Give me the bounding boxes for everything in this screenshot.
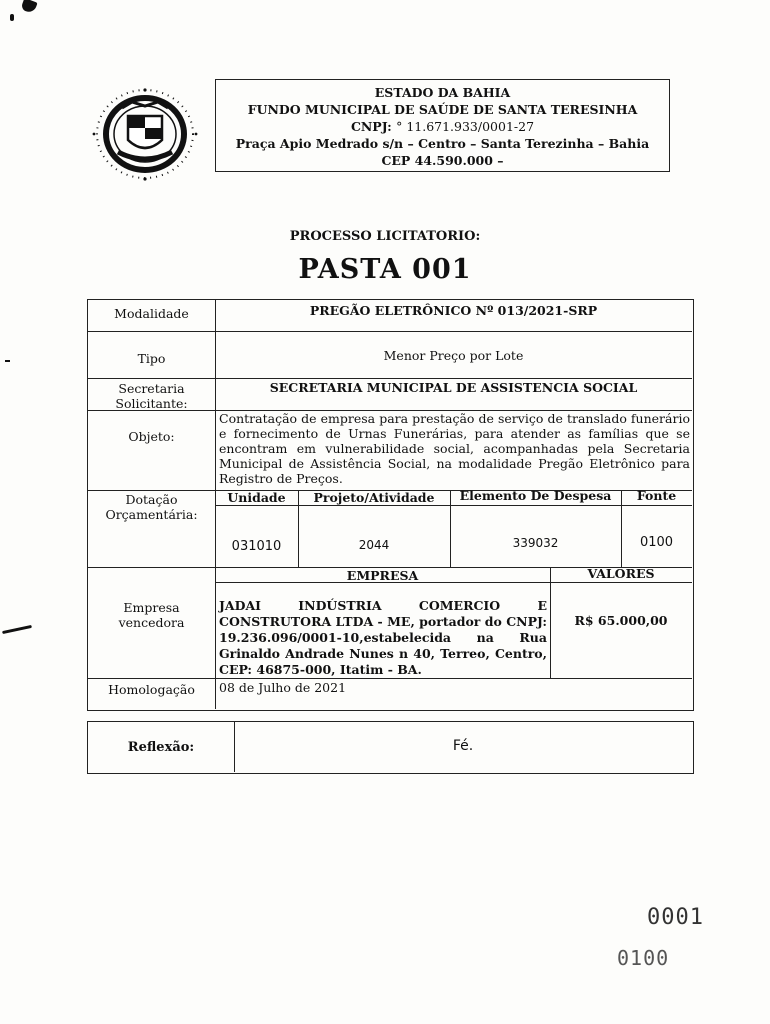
pasta-title: PASTA 001 xyxy=(298,254,472,285)
lower-number-stamp: 0100 xyxy=(617,946,670,970)
empresa-value: JADAI INDÚSTRIA COMERCIO E CONSTRUTORA LTDA - ME, portador do CNPJ: 19.236.096/0001-10,estabelecida na Rua Grinaldo Andrade Nunes n 40, Terreo, Centro, CEP: 46875-000, Itatim - BA. xyxy=(219,598,547,677)
dotacao-value-elemento: 339032 xyxy=(512,536,559,550)
dotacao-header-elemento: Elemento De Despesa xyxy=(459,488,612,503)
homologacao-label: Homologação xyxy=(108,682,195,697)
municipal-seal-icon xyxy=(88,82,202,186)
reflexao-label: Reflexão: xyxy=(127,740,195,755)
header-address: Praça Apio Medrado s/n – Centro – Santa Terezinha – Bahia xyxy=(235,136,650,151)
dotacao-header-projeto: Projeto/Atividade xyxy=(313,490,435,505)
secretaria-label-line2: Solicitante: xyxy=(115,396,188,411)
scan-mark xyxy=(5,360,10,362)
reflexao-box xyxy=(87,721,694,774)
objeto-label: Objeto: xyxy=(128,429,175,444)
secretaria-label-line1: Secretaria xyxy=(118,381,185,396)
dotacao-label-line1: Dotação xyxy=(125,492,178,507)
process-title: PROCESSO LICITATORIO: xyxy=(289,229,481,244)
modalidade-label: Modalidade xyxy=(114,306,189,321)
dotacao-header-fonte: Fonte xyxy=(636,488,677,503)
scan-mark xyxy=(2,625,32,634)
header-state: ESTADO DA BAHIA xyxy=(374,85,511,100)
valor-value: R$ 65.000,00 xyxy=(574,613,668,628)
dotacao-value-fonte: 0100 xyxy=(639,535,674,550)
header-box xyxy=(215,79,670,172)
municipal-seal xyxy=(88,82,202,186)
header-cep: CEP 44.590.000 – xyxy=(381,153,504,168)
tipo-value: Menor Preço por Lote xyxy=(383,348,524,363)
header-cnpj-value: ° 11.671.933/0001-27 xyxy=(396,119,535,134)
empresa-label xyxy=(88,600,215,630)
objeto-value: Contratação de empresa para prestação de serviço de translado funerário e fornecimento de Urnas Funerárias, para atender as famílias que se encontram em vulnerabilidade social, acompanhadas pela Secretaria Municipal de Assistência Social, na modalidade Pregão Eletrônico para Registro de Preços. xyxy=(219,411,690,486)
scan-mark xyxy=(10,14,14,21)
dotacao-header-unidade: Unidade xyxy=(227,490,286,505)
dotacao-value-projeto: 2044 xyxy=(358,538,390,552)
dotacao-label-line2: Orçamentária: xyxy=(105,507,198,522)
valores-header: VALORES xyxy=(587,566,655,581)
scan-mark xyxy=(20,0,37,14)
empresa-label-line2: vencedora xyxy=(118,615,185,630)
secretaria-value: SECRETARIA MUNICIPAL DE ASSISTENCIA SOCIAL xyxy=(269,380,638,395)
modalidade-value: PREGÃO ELETRÔNICO Nº 013/2021-SRP xyxy=(309,303,598,318)
header-cnpj xyxy=(216,118,669,135)
header-fund: FUNDO MUNICIPAL DE SAÚDE DE SANTA TERESINHA xyxy=(247,102,638,117)
page-number-stamp: 0001 xyxy=(647,905,704,930)
homologacao-value: 08 de Julho de 2021 xyxy=(219,680,347,695)
empresa-header: EMPRESA xyxy=(346,568,419,583)
empresa-label-line1: Empresa xyxy=(123,600,180,615)
tipo-label: Tipo xyxy=(137,351,166,366)
reflexao-value: Fé. xyxy=(452,738,474,754)
dotacao-value-unidade: 031010 xyxy=(231,539,282,554)
dotacao-label xyxy=(88,492,215,522)
process-table xyxy=(87,299,694,711)
secretaria-label xyxy=(88,381,215,411)
header-cnpj-label: CNPJ: xyxy=(350,119,392,134)
